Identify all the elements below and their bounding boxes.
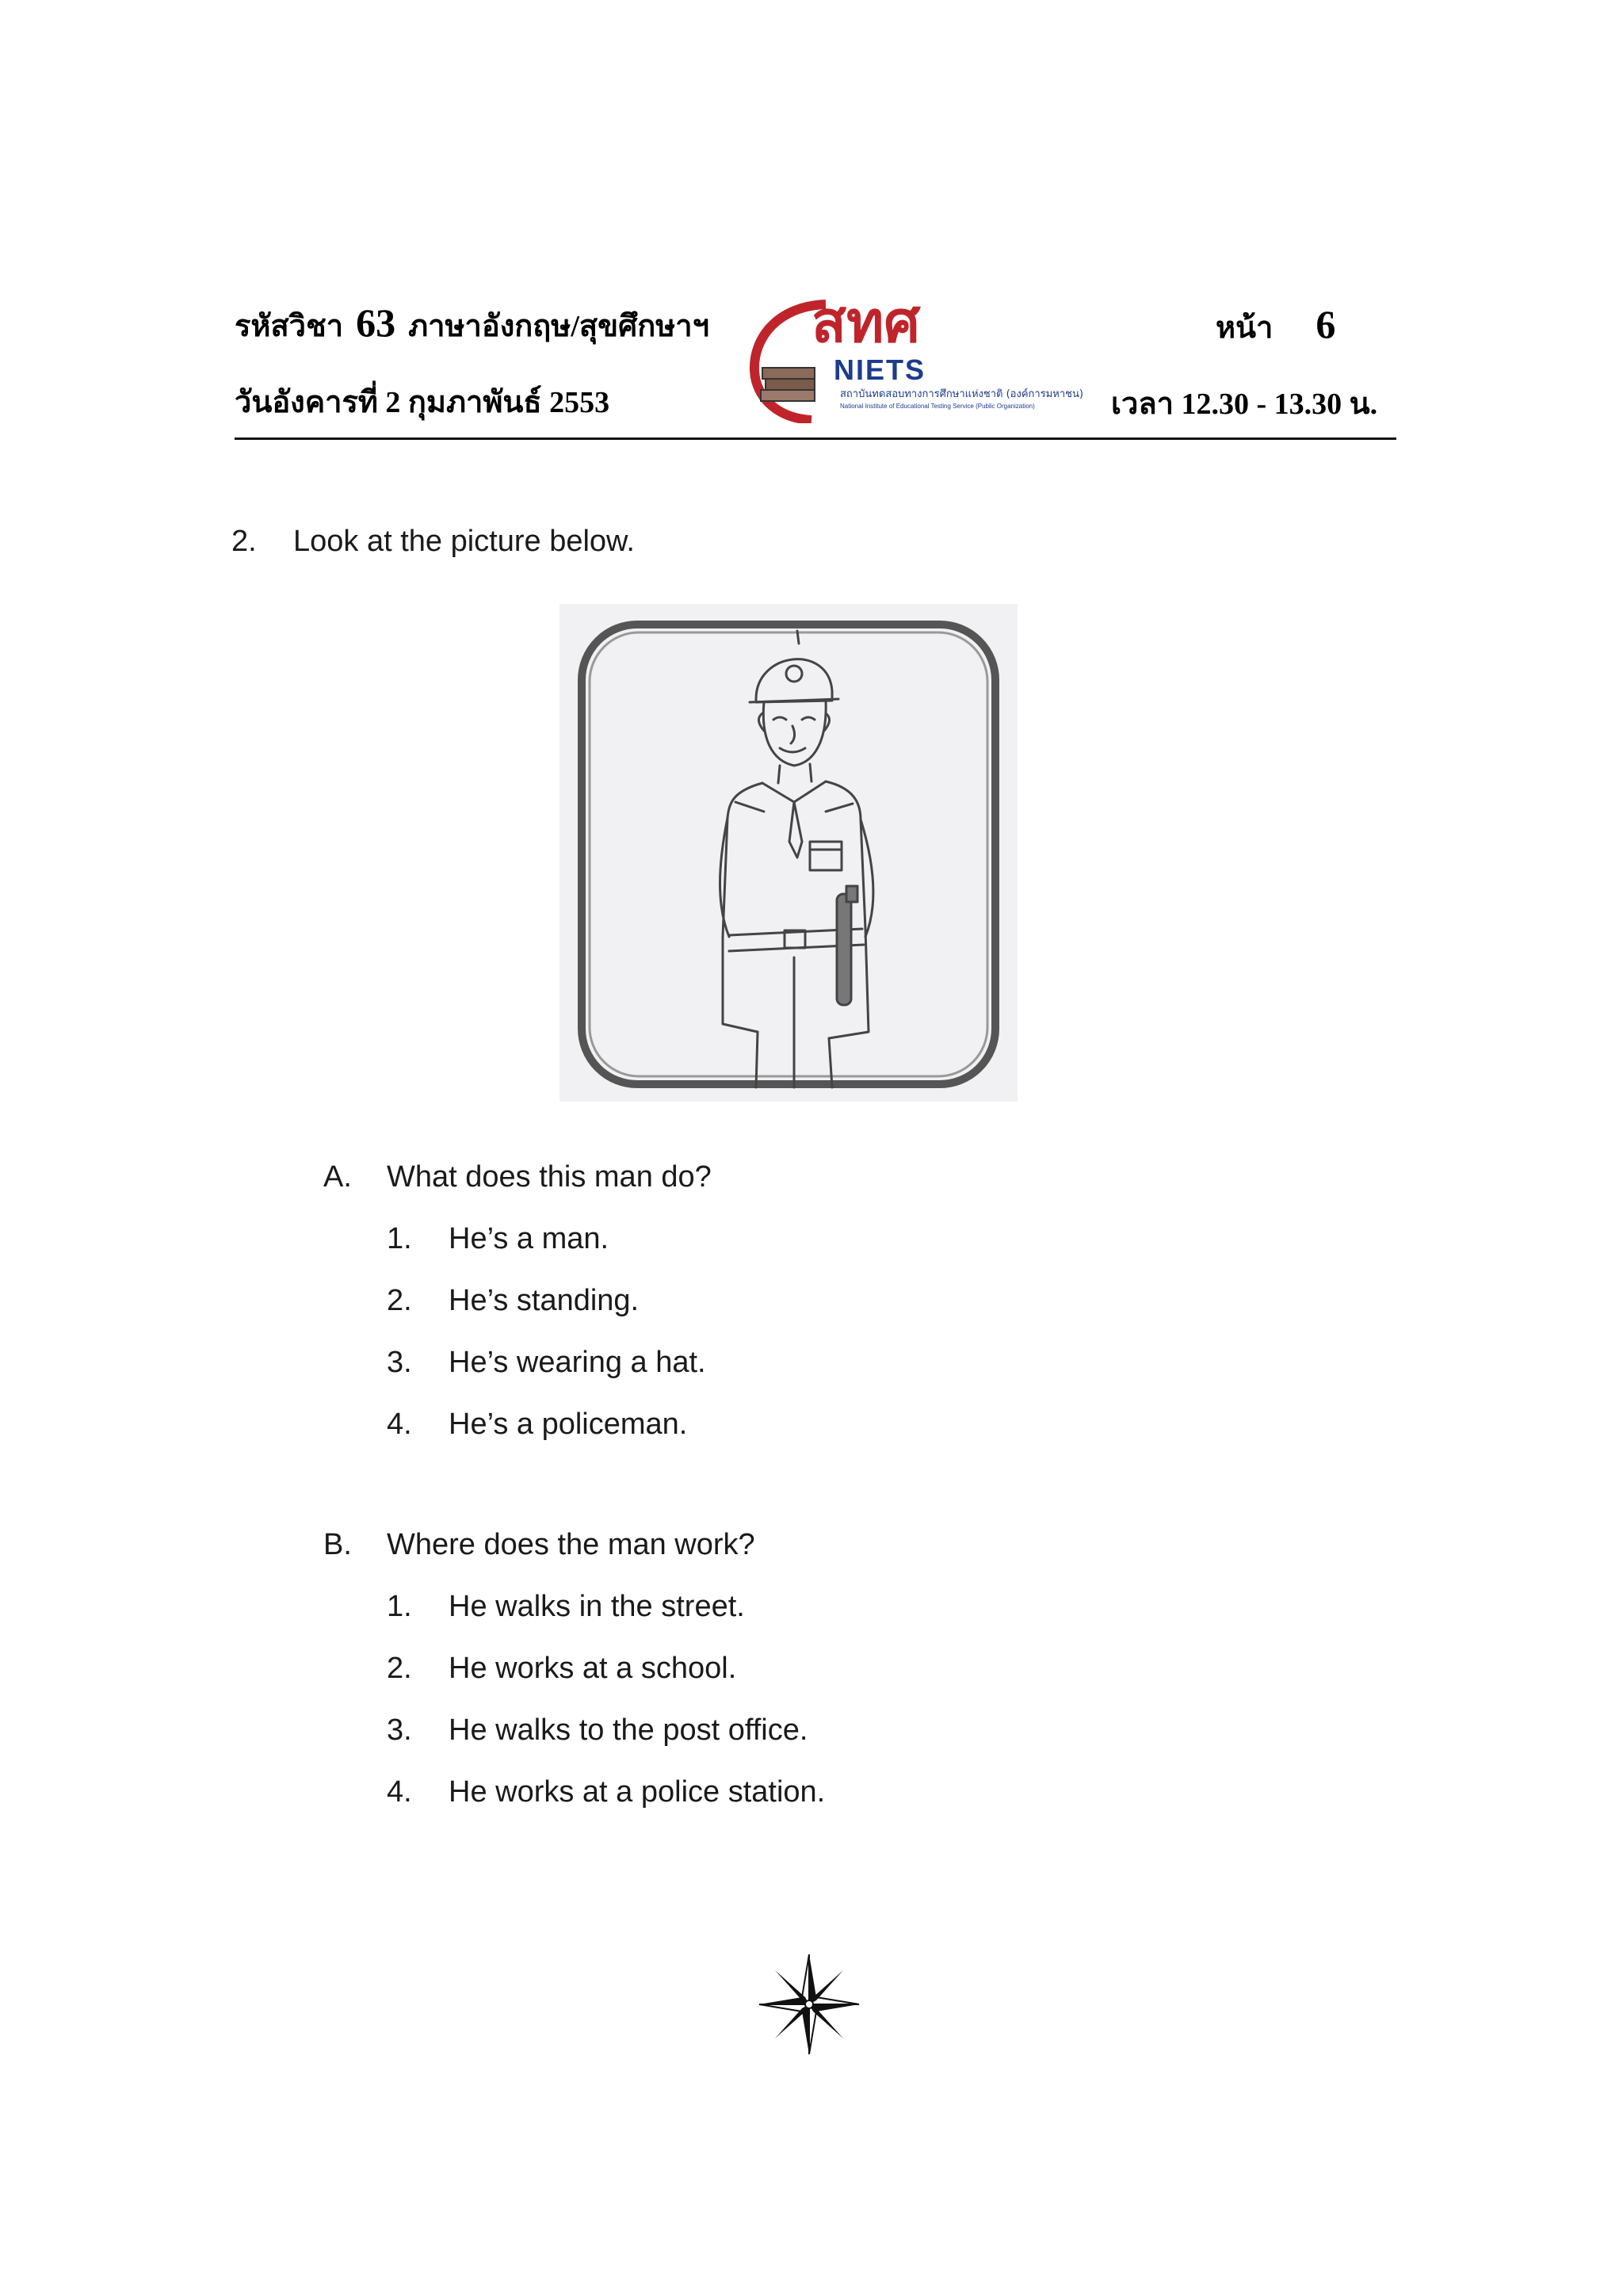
- subject-line: [235, 300, 709, 350]
- part-a-option-3[interactable]: He’s wearing a hat.: [449, 1346, 706, 1379]
- question-number: 2.: [231, 525, 257, 558]
- part-a-option-4[interactable]: He’s a policeman.: [449, 1408, 688, 1441]
- part-b-option-4[interactable]: He works at a police station.: [449, 1775, 826, 1809]
- exam-date: วันอังคารที่ 2 กุมภาพันธ์ 2553: [235, 386, 610, 419]
- subject-name: ภาษาอังกฤษ/สุขศึกษาฯ: [408, 310, 709, 343]
- header-divider: [235, 437, 1396, 440]
- part-a-letter: A.: [323, 1160, 352, 1194]
- question-prompt: Look at the picture below.: [293, 525, 635, 558]
- part-b-letter: B.: [323, 1528, 352, 1561]
- niets-logo: [747, 288, 1119, 423]
- part-b-option-2[interactable]: He works at a school.: [449, 1652, 737, 1685]
- part-a-option-2-number: 2.: [387, 1284, 412, 1317]
- exam-time: เวลา 12.30 - 13.30 น.: [1111, 388, 1378, 421]
- page-number: 6: [1316, 302, 1336, 346]
- part-b-option-3[interactable]: He walks to the post office.: [449, 1713, 808, 1747]
- part-b-option-4-number: 4.: [387, 1775, 412, 1809]
- part-b-option-3-number: 3.: [387, 1713, 412, 1747]
- page-label: หน้า: [1216, 311, 1274, 345]
- subject-code: 63: [356, 300, 396, 345]
- logo-acronym: NIETS: [834, 353, 926, 386]
- part-a-option-1-number: 1.: [387, 1222, 412, 1255]
- page-indicator: [1216, 301, 1335, 351]
- logo-thai-full: สถาบันทดสอบทางการศึกษาแห่งชาติ (องค์การมหาชน): [840, 388, 1083, 400]
- part-b-question: Where does the man work?: [387, 1528, 755, 1561]
- logo-thai-name: สทศ: [812, 288, 921, 355]
- logo-english-full: National Institute of Educational Testing Service (Public Organization): [840, 403, 1035, 410]
- part-a-option-2[interactable]: He’s standing.: [449, 1284, 640, 1317]
- part-a-option-3-number: 3.: [387, 1346, 412, 1379]
- compass-star-icon: [758, 1953, 861, 2056]
- part-a-option-1[interactable]: He’s a man.: [449, 1222, 609, 1255]
- part-a-option-4-number: 4.: [387, 1408, 412, 1441]
- part-b-option-1-number: 1.: [387, 1590, 412, 1623]
- subject-prefix: รหัสวิชา: [235, 310, 344, 343]
- part-b-option-2-number: 2.: [387, 1652, 412, 1685]
- part-b-option-1[interactable]: He walks in the street.: [449, 1590, 745, 1623]
- policeman-drawing: [559, 604, 1018, 1102]
- part-a-question: What does this man do?: [387, 1160, 712, 1194]
